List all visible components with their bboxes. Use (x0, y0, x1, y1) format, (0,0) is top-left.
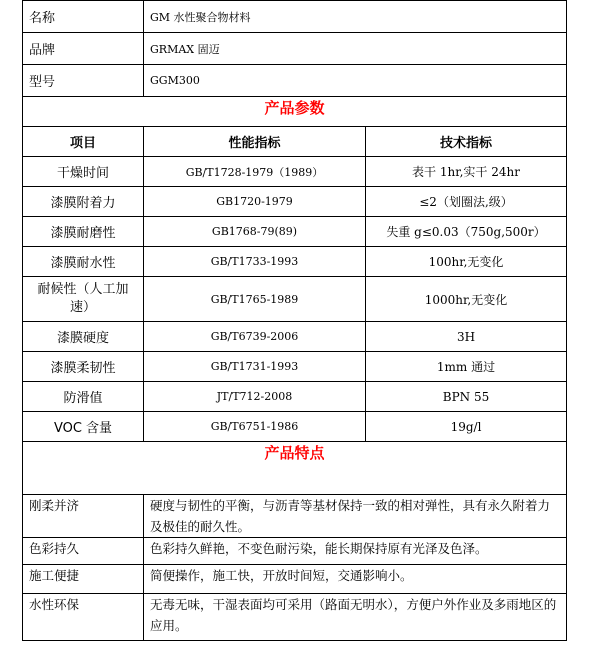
info-value: GM 水性聚合物材料 (144, 1, 567, 33)
param-item: 防滑值 (23, 382, 144, 412)
feature-label: 施工便捷 (23, 565, 144, 594)
info-value: GGM300 (144, 65, 567, 97)
param-row (23, 412, 567, 442)
param-row (23, 277, 567, 322)
param-item: 漆膜柔韧性 (23, 352, 144, 382)
info-label: 品牌 (23, 33, 144, 65)
param-technical: 1mm 通过 (366, 352, 567, 382)
param-technical: 表干 1hr,实干 24hr (366, 157, 567, 187)
feature-label: 色彩持久 (23, 538, 144, 565)
param-item: 漆膜耐水性 (23, 247, 144, 277)
feature-row (23, 594, 567, 641)
info-row-name (23, 1, 567, 33)
header-item: 项目 (23, 127, 144, 157)
feature-label: 水性环保 (23, 594, 144, 641)
params-section-row (23, 97, 567, 127)
header-performance: 性能指标 (144, 127, 366, 157)
param-item: 漆膜硬度 (23, 322, 144, 352)
param-row (23, 157, 567, 187)
param-row (23, 322, 567, 352)
param-performance: JT/T712-2008 (144, 382, 366, 412)
feature-text: 色彩持久鲜艳，不变色耐污染，能长期保持原有光泽及色泽。 (144, 538, 567, 565)
param-item: 漆膜耐磨性 (23, 217, 144, 247)
info-row-brand (23, 33, 567, 65)
param-performance: GB1720-1979 (144, 187, 366, 217)
product-spec-table (22, 0, 567, 641)
param-row (23, 247, 567, 277)
param-technical: 19g/l (366, 412, 567, 442)
param-performance: GB/T1765-1989 (144, 277, 366, 322)
params-section-title: 产品参数 (23, 97, 567, 127)
param-row (23, 217, 567, 247)
param-performance: GB1768-79(89) (144, 217, 366, 247)
param-performance: GB/T1728-1979（1989） (144, 157, 366, 187)
param-technical: 3H (366, 322, 567, 352)
info-label: 型号 (23, 65, 144, 97)
param-performance: GB/T6739-2006 (144, 322, 366, 352)
param-performance: GB/T6751-1986 (144, 412, 366, 442)
param-row (23, 352, 567, 382)
feature-label: 刚柔并济 (23, 495, 144, 538)
param-technical: 失重 g≤0.03（750g,500r） (366, 217, 567, 247)
param-item: VOC 含量 (23, 412, 144, 442)
feature-row (23, 538, 567, 565)
param-performance: GB/T1733-1993 (144, 247, 366, 277)
param-item: 干燥时间 (23, 157, 144, 187)
feature-row (23, 565, 567, 594)
param-performance: GB/T1731-1993 (144, 352, 366, 382)
feature-text: 简便操作，施工快，开放时间短，交通影响小。 (144, 565, 567, 594)
features-section-title: 产品特点 (23, 442, 567, 495)
param-technical: BPN 55 (366, 382, 567, 412)
param-item: 耐候性（人工加速） (23, 277, 144, 322)
feature-text: 硬度与韧性的平衡，与沥青等基材保持一致的相对弹性，具有永久附着力及极佳的耐久性。 (144, 495, 567, 538)
header-technical: 技术指标 (366, 127, 567, 157)
param-row (23, 382, 567, 412)
feature-text: 无毒无味，干湿表面均可采用（路面无明水），方便户外作业及多雨地区的应用。 (144, 594, 567, 641)
params-header-row (23, 127, 567, 157)
param-technical: 1000hr,无变化 (366, 277, 567, 322)
info-value: GRMAX 固迈 (144, 33, 567, 65)
info-label: 名称 (23, 1, 144, 33)
features-section-row (23, 442, 567, 495)
param-row (23, 187, 567, 217)
feature-row (23, 495, 567, 538)
param-item: 漆膜附着力 (23, 187, 144, 217)
param-technical: ≤2（划圈法,级） (366, 187, 567, 217)
param-technical: 100hr,无变化 (366, 247, 567, 277)
info-row-model (23, 65, 567, 97)
